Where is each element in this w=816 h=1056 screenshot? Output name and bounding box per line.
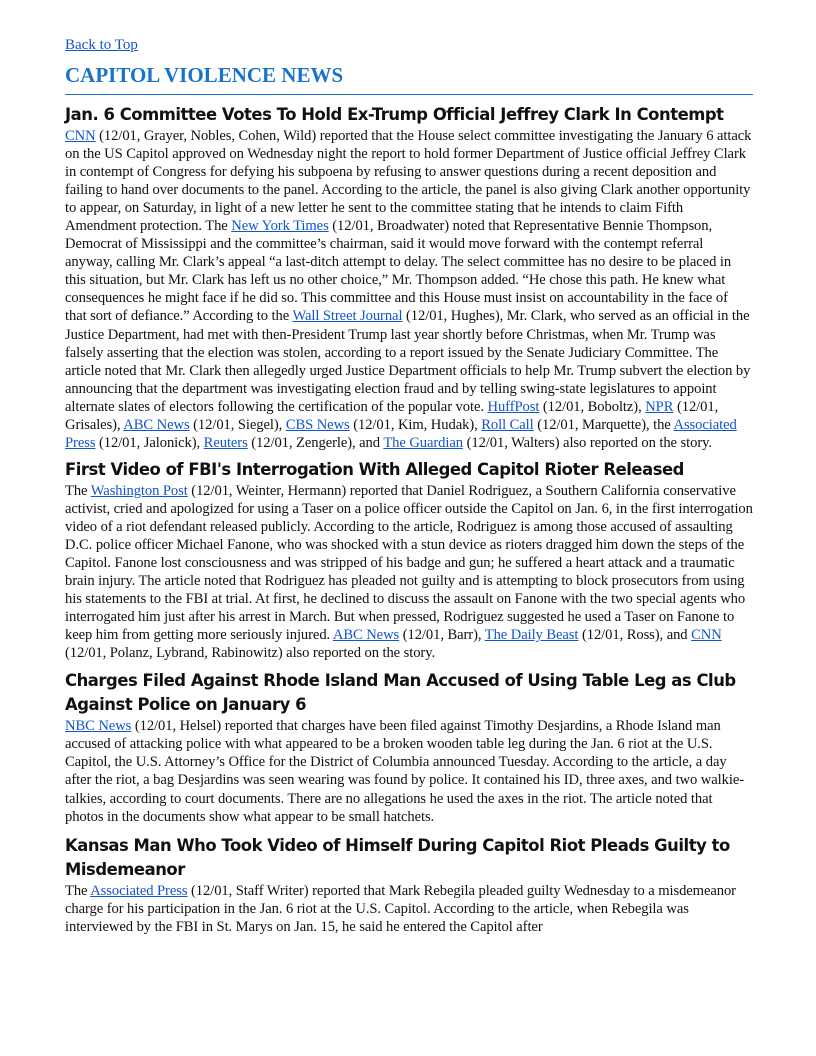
article-headline: Kansas Man Who Took Video of Himself During Capitol Riot Pleads Guilty to Misdemeanor: [65, 835, 730, 879]
source-link-associated-press[interactable]: Associated Press: [65, 416, 737, 451]
source-link-abc-news[interactable]: ABC News: [332, 627, 400, 644]
source-link-roll-call[interactable]: Roll Call: [481, 416, 534, 433]
source-link-cbs-news[interactable]: CBS News: [285, 416, 350, 433]
source-link-npr[interactable]: NPR: [645, 398, 674, 415]
article-body: CNN (12/01, Grayer, Nobles, Cohen, Wild) reported that the House select committee investigating the January 6 attack on the US Capitol approved on Wednesday night the report to hold former Department of Justice official Jeffrey Clark in contempt of Congress for defying his subpoena by refusing to answer questions during a recent deposition and failing to hand over documents to the panel. According to the article, the panel is also giving Clark another opportunity to appear, on Saturday, in light of a new letter he sent to the committee stating that he intends to claim Fifth Amendment protection. The New York Times (12/01, Broadwater) noted that Representative Bennie Thompson, Democrat of Mississippi and the committee’s chairman, said it would move forward with the contempt referral anyway, calling Mr. Clark’s appeal “a last-ditch attempt to delay. The select committee has no desire to be placed in this situation, but Mr. Clark has left us no other choice,” Mr. Thompson added. “He chose this path. He knew what consequences he might face if he did so. This committee and this House must insist on accountability in the face of that sort of defiance.” According to the Wall Street Journal (12/01, Hughes), Mr. Clark, who served as an official in the Justice Department, had met with then-President Trump last year shortly before Christmas, when Mr. Trump was falsely asserting that the election was stolen, according to a report issued by the Senate Judiciary Committee. The article noted that Mr. Clark then allegedly urged Justice Department officials to help Mr. Trump subvert the election by announcing that the department was investigating election fraud and by telling swing-state legislatures to appoint alternate slates of electors following the certification of the popular vote. HuffPost (12/01, Boboltz), NPR (12/01, Grisales), ABC News (12/01, Siegel), CBS News (12/01, Kim, Hudak), Roll Call (12/01, Marquette), the Associated Press (12/01, Jalonick), Reuters (12/01, Zengerle), and The Guardian (12/01, Walters) also reported on the story.: [65, 128, 752, 451]
newsletter-page: [65, 34, 753, 936]
article-kansas-man-guilty-plea: [65, 834, 753, 936]
source-link-nbc-news[interactable]: NBC News: [65, 718, 132, 735]
source-link-new-york-times[interactable]: New York Times: [231, 218, 329, 235]
article-headline: First Video of FBI's Interrogation With Alleged Capitol Rioter Released: [65, 459, 684, 479]
source-link-cnn[interactable]: CNN: [65, 128, 96, 144]
source-link-associated-press[interactable]: Associated Press: [90, 882, 188, 899]
back-to-top-link[interactable]: Back to Top: [65, 37, 138, 53]
article-jeffrey-clark-contempt: [65, 103, 753, 452]
source-link-the-guardian[interactable]: The Guardian: [383, 434, 463, 451]
source-link-wall-street-journal[interactable]: Wall Street Journal: [292, 308, 403, 325]
article-fbi-interrogation-video: [65, 458, 753, 662]
article-rhode-island-table-leg: [65, 669, 753, 825]
article-body: NBC News (12/01, Helsel) reported that charges have been filed against Timothy Desjardins, a Rhode Island man accused of attacking police with what appeared to be a broken wooden table leg during the Jan. 6 riot at the U.S. Capitol, the U.S. Attorney’s Office for the District of Columbia announced Tuesday. According to the article, a day after the riot, a bag Desjardins was seen wearing was found by police. It contained his ID, three axes, and two walkie-talkies, according to court documents. There are no allegations he used the axes in the riot. The article noted that photos in the documents show what appear to be small hatchets.: [65, 718, 744, 825]
section-title: CAPITOL VIOLENCE NEWS: [65, 61, 753, 95]
source-link-washington-post[interactable]: Washington Post: [90, 482, 188, 499]
source-link-cnn[interactable]: CNN: [691, 627, 722, 644]
article-body: The Associated Press (12/01, Staff Writer) reported that Mark Rebegila pleaded guilty Wednesday to a misdemeanor charge for his participation in the Jan. 6 riot at the U.S. Capitol. According to the article, when Rebegila was interviewed by the FBI in St. Marys on Jan. 15, he said he entered the Capitol after: [65, 882, 736, 935]
article-headline: Jan. 6 Committee Votes To Hold Ex-Trump Official Jeffrey Clark In Contempt: [65, 105, 724, 124]
source-link-abc-news[interactable]: ABC News: [123, 416, 190, 433]
source-link-reuters[interactable]: Reuters: [203, 434, 248, 451]
source-link-huffpost[interactable]: HuffPost: [487, 398, 540, 415]
article-headline: Charges Filed Against Rhode Island Man Accused of Using Table Leg as Club Against Police on January 6: [65, 671, 736, 715]
article-body: The Washington Post (12/01, Weinter, Hermann) reported that Daniel Rodriguez, a Southern California conservative activist, cried and apologized for using a Taser on a police officer outside the Capitol on Jan. 6, in the first interrogation video of a riot defendant released publicly. According to the article, Rodriguez is among those accused of assaulting D.C. police officer Michael Fanone, who was shocked with a stun device as rioters dragged him down the steps of the Capitol. Fanone lost consciousness and was stripped of his badge and gun; he suffered a heart attack and a traumatic brain injury. The article noted that Rodriguez has pleaded not guilty and is attempting to block prosecutors from using his statements to the FBI at trial. At first, he declined to discuss the assault on Fanone with the two special agents who interrogated him just after his arrest in March. But when pressed, Rodriguez suggested he used a Taser on Fanone to keep him from getting more seriously injured. ABC News (12/01, Barr), The Daily Beast (12/01, Ross), and CNN (12/01, Polanz, Lybrand, Rabinowitz) also reported on the story.: [65, 482, 753, 662]
source-link-daily-beast[interactable]: The Daily Beast: [484, 627, 579, 644]
